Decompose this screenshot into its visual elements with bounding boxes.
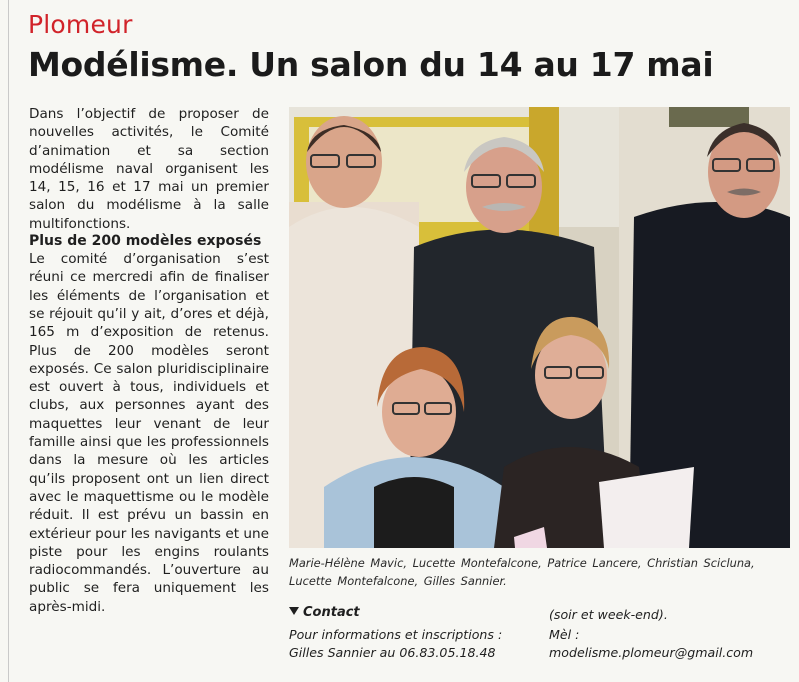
article-kicker: Plomeur: [28, 10, 133, 39]
article-body: Le comité d’organisation s’est réuni ce mercredi afin de finaliser les éléments de l’organisation et se réjouit qu’il y ait, d’ores et déjà, 165 m d’exposition de retenus. Plus de 200 modèles seront exposés. Ce salon pluridisciplinaire est ouvert à tous, individuels et clubs, aux personnes ayant des maquettes leur venant de leur famille ainsi que les professionnels dans la mesure où les articles qu’ils proposent ont un lien direct avec le maquettisme ou le modèle réduit. Il est prévu un bassin en extérieur pour les navigants et une piste pour les engins roulants radiocommandés. L’ouverture au public se fera uniquement les après-midi.: [29, 251, 269, 615]
article-intro: Dans l’objectif de proposer de nouvelles activités, le Comité d’animation et sa section modélisme naval organisent les 14, 15, 16 et 17 mai un premier salon du modélisme à la salle multifonctions.: [29, 106, 269, 232]
column-rule: [8, 0, 9, 682]
contact-email: modelisme.plomeur@gmail.com: [549, 645, 754, 660]
photo-caption-line: Lucette Montefalcone, Gilles Sannier.: [289, 574, 507, 588]
down-triangle-icon: [289, 607, 299, 615]
photo-caption: [289, 554, 791, 590]
group-photo-illustration: [289, 107, 790, 548]
article-headline: Modélisme. Un salon du 14 au 17 mai: [28, 45, 714, 84]
contact-info-line: Pour informations et inscriptions :: [289, 627, 503, 642]
photo-caption-line: Marie-Hélène Mavic, Lucette Montefalcone, Patrice Lancere, Christian Scicluna,: [289, 556, 755, 570]
article-subhead: Plus de 200 modèles exposés: [29, 233, 262, 250]
contact-email-label: Mèl :: [549, 627, 580, 642]
contact-availability: (soir et week-end).: [549, 607, 668, 622]
contact-heading: [289, 605, 360, 620]
contact-phone: Gilles Sannier au 06.83.05.18.48: [289, 645, 496, 660]
group-photo: [289, 107, 790, 548]
article-body-column: [29, 105, 269, 616]
contact-heading-label: Contact: [303, 605, 360, 620]
